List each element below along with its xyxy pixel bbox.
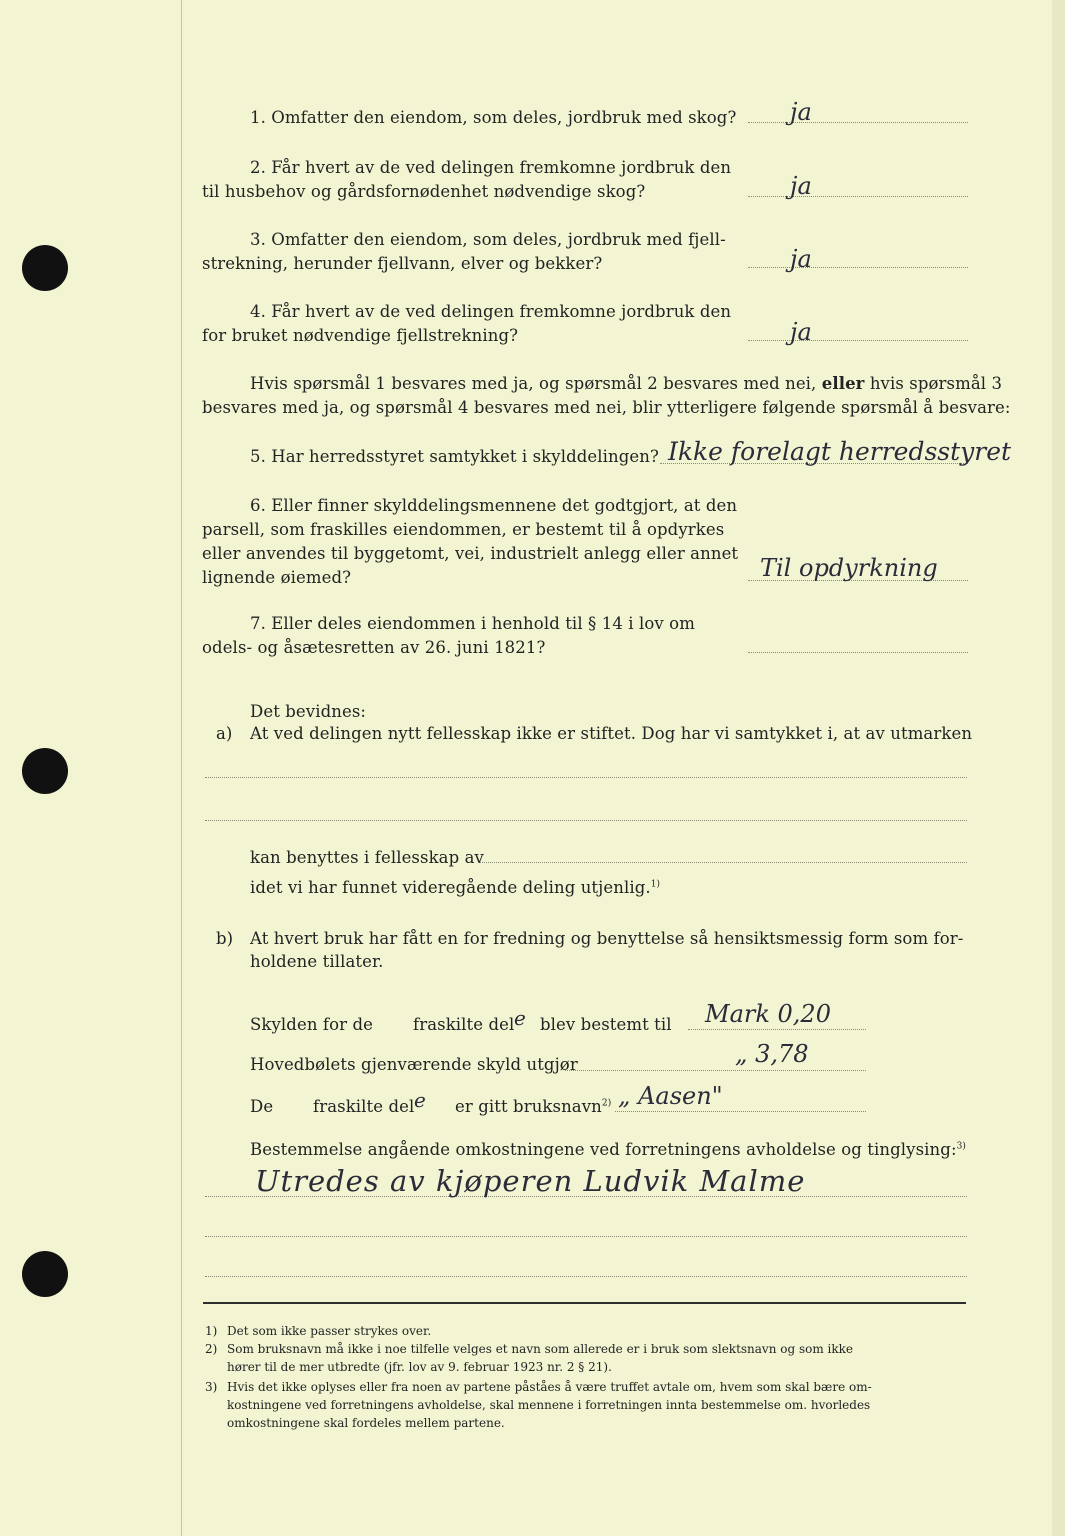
answer-line-4 <box>748 340 968 341</box>
question-2-line-2: til husbehov og gårdsfornødenhet nødvendige skog? <box>202 182 646 201</box>
answer-3: ja <box>790 245 812 273</box>
idet-main: idet vi har funnet videregående deling utjenlig. <box>250 878 651 897</box>
answer-line-1 <box>748 122 968 123</box>
footnote-separator <box>203 1302 966 1304</box>
question-1: 1. Omfatter den eiendom, som deles, jordbruk med skog? <box>250 108 737 127</box>
footnote-2-mark: 2) <box>205 1342 218 1356</box>
skyld-value-line <box>688 1029 866 1030</box>
conditional-bold: eller <box>821 374 865 393</box>
fill-line-a-2 <box>205 820 967 821</box>
hovedbol-value-line <box>565 1070 866 1071</box>
bestemmelse-footnote-ref: 3) <box>956 1141 967 1152</box>
answer-line-3 <box>748 267 968 268</box>
bruksnavn-footnote-ref: 2) <box>601 1098 612 1109</box>
question-6-line-2: parsell, som fraskilles eiendommen, er bestemt til å opdyrkes <box>202 520 725 539</box>
bruksnavn-label-b: fraskilte del <box>313 1097 415 1116</box>
answer-line-7 <box>748 652 968 653</box>
conditional-line-2: besvares med ja, og spørsmål 4 besvares med nei, blir ytterligere følgende spørsmål å besvare: <box>202 398 1011 417</box>
bestemmelse-answer: Utredes av kjøperen Ludvik Malme <box>255 1164 806 1198</box>
fill-line-a-1 <box>205 777 967 778</box>
item-b-label: b) <box>216 929 234 948</box>
item-a-label: a) <box>216 724 233 743</box>
answer-2: ja <box>790 172 812 200</box>
hovedbol-label: Hovedbølets gjenværende skyld utgjør <box>250 1055 578 1074</box>
fill-line-bestemmelse-3 <box>205 1276 967 1277</box>
bevidnes-heading: Det bevidnes: <box>250 702 367 721</box>
question-7-line-2: odels- og åsætesretten av 26. juni 1821? <box>202 638 546 657</box>
footnote-3-line-1: Hvis det ikke oplyses eller fra noen av partene påståes å være truffet avtale om, hvem som skal bære om- <box>227 1380 872 1394</box>
item-a-text: At ved delingen nytt fellesskap ikke er stiftet. Dog har vi samtykket i, at av utmarken <box>250 724 973 743</box>
conditional-text-a: Hvis spørsmål 1 besvares med ja, og spørsmål 2 besvares med nei, <box>250 374 822 393</box>
item-b-line-2: holdene tillater. <box>250 952 384 971</box>
bruksnavn-suffix: e <box>414 1088 426 1112</box>
kan-benyttes: kan benyttes i fellesskap av <box>250 848 484 867</box>
bestemmelse-text: Bestemmelse angående omkostningene ved forretningens avholdelse og tinglysing: <box>250 1140 957 1159</box>
fill-line-kan <box>478 862 967 863</box>
footnote-3-line-2: kostningene ved forretningens avholdelse, skal mennene i forretningen innta bestemmelse om. hvorledes <box>227 1398 871 1412</box>
bruksnavn-label-a: De <box>250 1097 274 1116</box>
question-2-line-1: 2. Får hvert av de ved delingen fremkomne jordbruk den <box>250 158 732 177</box>
footnote-1-mark: 1) <box>205 1324 218 1338</box>
answer-1: ja <box>790 98 812 126</box>
skyld-label-a: Skylden for de <box>250 1015 373 1034</box>
bruksnavn-value: „ Aasen" <box>618 1082 723 1110</box>
question-5: 5. Har herredsstyret samtykket i skylddelingen? <box>250 447 659 466</box>
question-6-line-3: eller anvendes til byggetomt, vei, industrielt anlegg eller annet <box>202 544 739 563</box>
skyld-label-b: fraskilte del <box>413 1015 515 1034</box>
question-6-line-1: 6. Eller finner skylddelingsmennene det godtgjort, at den <box>250 496 738 515</box>
question-3-line-2: strekning, herunder fjellvann, elver og bekker? <box>202 254 603 273</box>
conditional-line-1 <box>250 372 1002 395</box>
question-6-line-4: lignende øiemed? <box>202 568 352 587</box>
bruksnavn-value-line <box>615 1111 866 1112</box>
footnote-2-line-1: Som bruksnavn må ikke i noe tilfelle velges et navn som allerede er i bruk som slektsnavn og som ikke <box>227 1342 854 1356</box>
bestemmelse-label <box>250 1138 966 1161</box>
question-3-line-1: 3. Omfatter den eiendom, som deles, jordbruk med fjell- <box>250 230 726 249</box>
hovedbol-value: „ 3,78 <box>735 1040 809 1068</box>
question-7-line-1: 7. Eller deles eiendommen i henhold til § 14 i lov om <box>250 614 695 633</box>
skyld-label-c: blev bestemt til <box>540 1015 672 1034</box>
footnote-2-line-2: hører til de mer utbredte (jfr. lov av 9. februar 1923 nr. 2 § 21). <box>227 1360 612 1374</box>
answer-6: Til opdyrkning <box>760 554 938 582</box>
page-edge <box>1052 0 1065 1536</box>
answer-5: Ikke forelagt herredsstyret <box>668 437 1012 466</box>
punch-hole-top <box>22 245 68 291</box>
footnote-1: Det som ikke passer strykes over. <box>227 1324 432 1338</box>
idet-footnote-ref: 1) <box>650 879 661 890</box>
item-b-line-1: At hvert bruk har fått en for fredning og benyttelse så hensiktsmessig form som for- <box>250 929 964 948</box>
bruksnavn-label-text: er gitt bruksnavn <box>455 1097 602 1116</box>
fill-line-bestemmelse-2 <box>205 1236 967 1237</box>
punch-hole-bottom <box>22 1251 68 1297</box>
footnote-3-line-3: omkostningene skal fordeles mellem partene. <box>227 1416 505 1430</box>
footnote-3-mark: 3) <box>205 1380 218 1394</box>
answer-4: ja <box>790 318 812 346</box>
red-margin-line <box>181 0 182 1536</box>
idet-text <box>250 876 660 899</box>
bruksnavn-label-c <box>455 1095 611 1118</box>
skyld-value: Mark 0,20 <box>705 1000 831 1028</box>
question-4-line-2: for bruket nødvendige fjellstrekning? <box>202 326 519 345</box>
question-4-line-1: 4. Får hvert av de ved delingen fremkomne jordbruk den <box>250 302 732 321</box>
skyld-suffix: e <box>514 1006 526 1030</box>
punch-hole-middle <box>22 748 68 794</box>
conditional-text-b: hvis spørsmål 3 <box>864 374 1003 393</box>
answer-line-2 <box>748 196 968 197</box>
